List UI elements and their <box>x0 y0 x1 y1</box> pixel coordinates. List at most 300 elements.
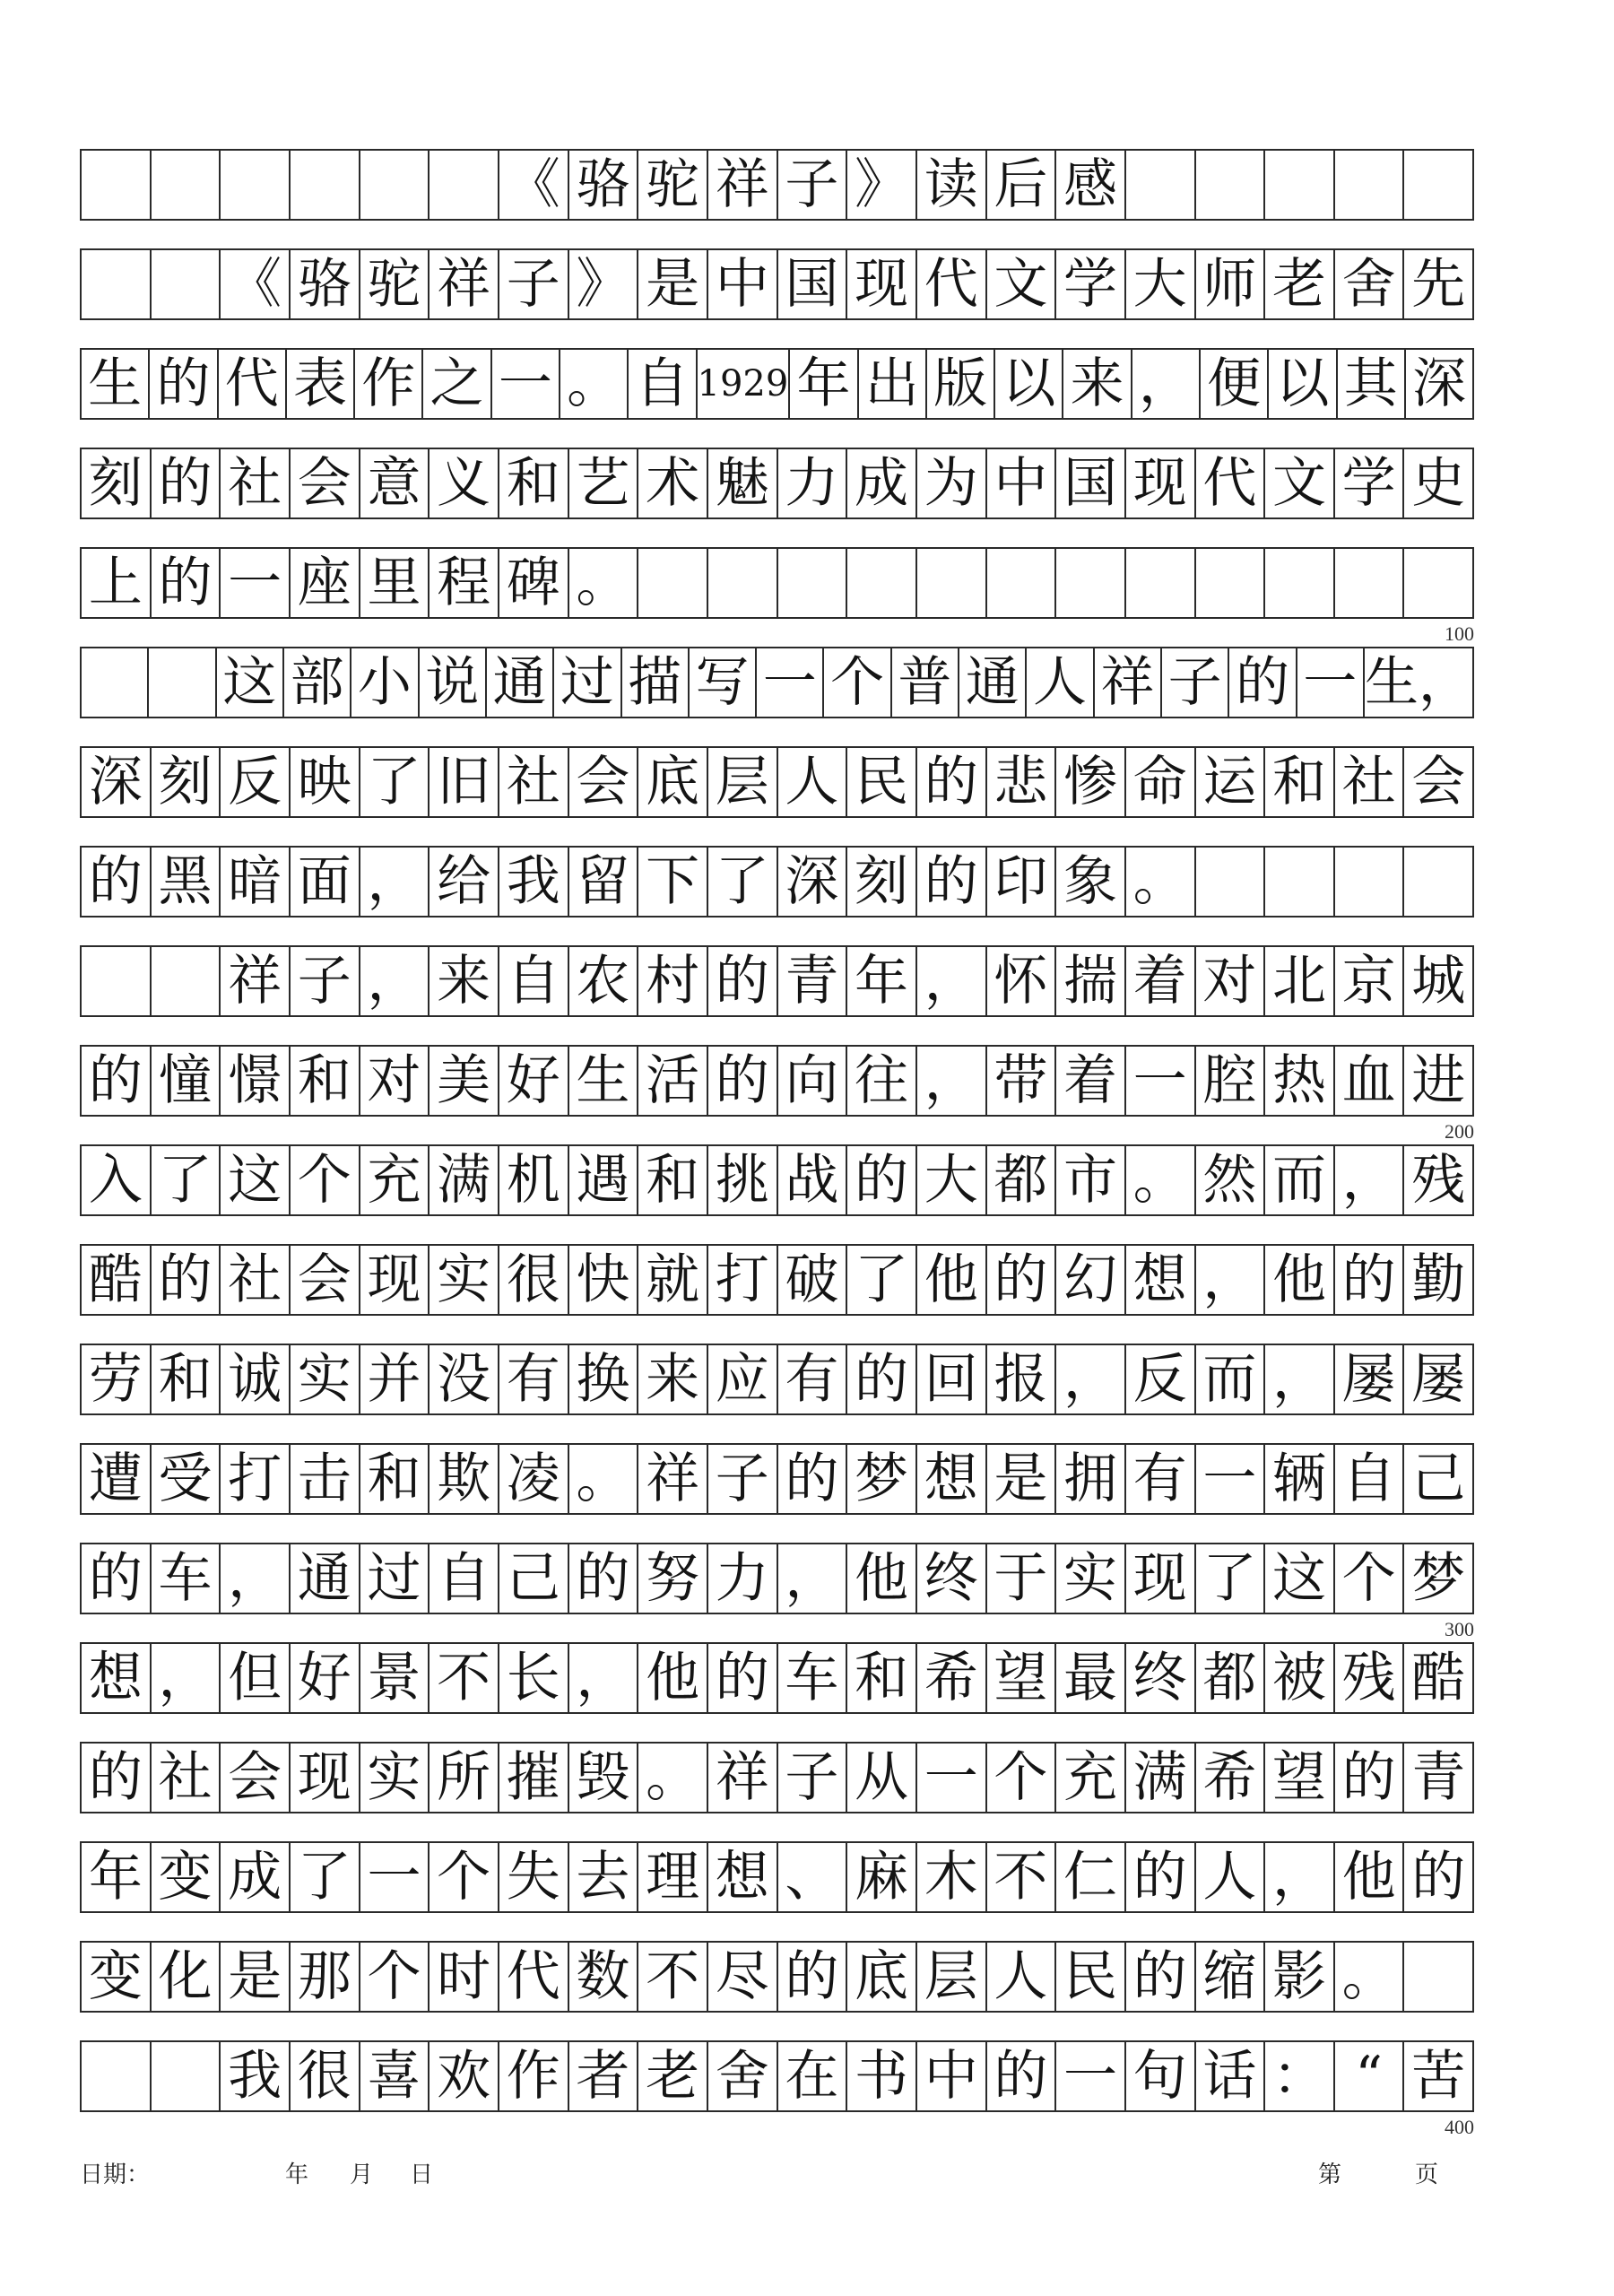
grid-cell: 了 <box>708 848 778 916</box>
footer-page-suffix: 页 <box>1415 2161 1439 2188</box>
grid-cell: 实 <box>1056 1544 1126 1613</box>
grid-cell: 都 <box>987 1146 1057 1214</box>
grid-cell: 人 <box>778 748 848 816</box>
grid-cell: 底 <box>847 1943 917 2011</box>
grid-cell: “ <box>1335 2042 1405 2110</box>
grid-cell: 个 <box>430 1843 499 1911</box>
grid-row <box>80 846 1474 918</box>
title-row <box>80 149 1474 221</box>
grid-cell: 的 <box>152 449 221 517</box>
grid-cell: 于 <box>987 1544 1057 1613</box>
grid-cell: 实 <box>291 1345 360 1413</box>
grid-cell: 说 <box>420 648 487 717</box>
grid-cell: 仁 <box>1056 1843 1126 1911</box>
grid-cell: 希 <box>917 1644 987 1712</box>
grid-cell: 骆 <box>569 151 639 219</box>
grid-cell: 的 <box>987 2042 1057 2110</box>
grid-row <box>80 945 1474 1017</box>
grid-cell: 句 <box>1126 2042 1196 2110</box>
grid-cell: 屡 <box>1404 1345 1474 1413</box>
grid-cell: 写 <box>690 648 757 717</box>
grid-cell: 梦 <box>1404 1544 1474 1613</box>
grid-cell: ， <box>569 1644 639 1712</box>
grid-cell: 己 <box>499 1544 569 1613</box>
grid-cell: 祥 <box>708 151 778 219</box>
grid-cell: 史 <box>1404 449 1474 517</box>
grid-cell: 碑 <box>499 549 569 617</box>
grid-cell <box>1196 549 1266 617</box>
grid-cell <box>80 2042 152 2110</box>
grid-cell: 暗 <box>221 848 291 916</box>
grid-cell: 印 <box>987 848 1057 916</box>
grid-cell: 的 <box>1335 1246 1405 1314</box>
grid-cell: 骆 <box>291 250 360 318</box>
grid-cell: 层 <box>708 748 778 816</box>
grid-cell: 通 <box>291 1544 360 1613</box>
grid-cell: 勤 <box>1404 1246 1474 1314</box>
grid-cell: 的 <box>917 848 987 916</box>
grid-cell: ， <box>360 947 430 1015</box>
grid-cell: 代 <box>499 1943 569 2011</box>
footer-page-prefix: 第 <box>1318 2161 1342 2188</box>
grid-cell: 术 <box>638 449 708 517</box>
grid-cell: 会 <box>1404 748 1474 816</box>
grid-cell: 的 <box>80 848 152 916</box>
grid-cell: 中 <box>917 2042 987 2110</box>
grid-cell: 被 <box>1265 1644 1335 1712</box>
grid-cell: 里 <box>360 549 430 617</box>
grid-cell: 村 <box>638 947 708 1015</box>
word-count-mark: 300 <box>1445 1618 1474 1640</box>
grid-cell: ， <box>1265 1843 1335 1911</box>
grid-cell: 成 <box>847 449 917 517</box>
grid-cell: 老 <box>1265 250 1335 318</box>
grid-cell: 代 <box>219 350 287 418</box>
grid-cell: 驼 <box>360 250 430 318</box>
grid-cell: 和 <box>152 1345 221 1413</box>
grid-cell: 景 <box>360 1644 430 1712</box>
grid-cell: 黑 <box>152 848 221 916</box>
grid-cell: 的 <box>917 748 987 816</box>
grid-row <box>80 746 1474 818</box>
grid-cell: 他 <box>638 1644 708 1712</box>
grid-cell: 子 <box>291 947 360 1015</box>
grid-cell: 先 <box>1404 250 1474 318</box>
grid-cell: 酷 <box>80 1246 152 1314</box>
grid-cell: 都 <box>1196 1644 1266 1712</box>
grid-cell <box>1196 848 1266 916</box>
grid-cell: 出 <box>859 350 927 418</box>
grid-cell: 挑 <box>708 1146 778 1214</box>
grid-cell: 子 <box>778 151 848 219</box>
grid-cell: 社 <box>221 1246 291 1314</box>
grid-cell: 憬 <box>221 1047 291 1115</box>
grid-cell: 血 <box>1335 1047 1405 1115</box>
grid-cell: 个 <box>291 1146 360 1214</box>
grid-cell: ， <box>1196 1246 1266 1314</box>
grid-cell: 而 <box>1265 1146 1335 1214</box>
grid-cell: 一 <box>1056 2042 1126 2110</box>
grid-cell: 。 <box>569 1445 639 1513</box>
grid-cell: 了 <box>152 1146 221 1214</box>
grid-cell: 艺 <box>569 449 639 517</box>
grid-cell: 的 <box>1126 1843 1196 1911</box>
grid-cell: 深 <box>778 848 848 916</box>
grid-cell: 理 <box>638 1843 708 1911</box>
grid-cell: 自 <box>629 350 697 418</box>
grid-cell: 子 <box>708 1445 778 1513</box>
grid-cell: 化 <box>152 1943 221 2011</box>
grid-cell: 力 <box>708 1544 778 1613</box>
grid-cell: 的 <box>80 1544 152 1613</box>
grid-cell: 打 <box>708 1246 778 1314</box>
grid-cell: 往 <box>847 1047 917 1115</box>
grid-cell: 。 <box>1335 1943 1405 2011</box>
grid-row <box>80 248 1474 320</box>
grid-cell: 来 <box>1063 350 1132 418</box>
grid-cell <box>1335 848 1405 916</box>
grid-cell: 驼 <box>638 151 708 219</box>
grid-cell: 和 <box>638 1146 708 1214</box>
grid-cell: ， <box>917 947 987 1015</box>
grid-cell: 这 <box>221 1146 291 1214</box>
grid-cell: 的 <box>569 1544 639 1613</box>
grid-cell: 》 <box>847 151 917 219</box>
grid-cell: 国 <box>778 250 848 318</box>
grid-cell: 子 <box>499 250 569 318</box>
grid-cell: 的 <box>708 1644 778 1712</box>
grid-cell: 的 <box>847 1146 917 1214</box>
grid-cell: 社 <box>152 1744 221 1812</box>
grid-cell: 命 <box>1126 748 1196 816</box>
grid-cell: 魅 <box>708 449 778 517</box>
grid-cell: 自 <box>430 1544 499 1613</box>
grid-cell: 年 <box>80 1843 152 1911</box>
grid-cell: 好 <box>291 1644 360 1712</box>
grid-cell: 生 <box>80 350 150 418</box>
grid-cell: 这 <box>1265 1544 1335 1613</box>
grid-cell: 人 <box>1196 1843 1266 1911</box>
grid-cell: 机 <box>499 1146 569 1214</box>
grid-cell: 》 <box>569 250 639 318</box>
grid-cell: ， <box>1132 350 1201 418</box>
grid-cell: 祥 <box>1095 648 1162 717</box>
grid-cell: 喜 <box>360 2042 430 2110</box>
grid-cell: 。 <box>560 350 629 418</box>
grid-cell: 上 <box>80 549 152 617</box>
footer-year-label: 年 <box>285 2161 309 2188</box>
grid-cell: 长 <box>499 1644 569 1712</box>
grid-cell: 北 <box>1265 947 1335 1015</box>
grid-cell: 带 <box>987 1047 1057 1115</box>
grid-cell: 实 <box>430 1246 499 1314</box>
grid-cell <box>1196 151 1266 219</box>
grid-cell: 会 <box>569 748 639 816</box>
grid-cell: 所 <box>430 1744 499 1812</box>
grid-cell: 中 <box>987 449 1057 517</box>
grid-cell: 深 <box>1406 350 1474 418</box>
grid-cell: 对 <box>360 1047 430 1115</box>
grid-cell: 的 <box>1335 1744 1405 1812</box>
grid-cell: ， <box>360 848 430 916</box>
grid-cell: 部 <box>284 648 351 717</box>
grid-row <box>80 1045 1474 1117</box>
grid-cell <box>221 151 291 219</box>
grid-cell: 个 <box>1335 1544 1405 1613</box>
grid-cell: 后 <box>987 151 1057 219</box>
grid-cell: 有 <box>1126 1445 1196 1513</box>
grid-cell: 一 <box>917 1744 987 1812</box>
grid-row <box>80 1543 1474 1614</box>
grid-cell: 很 <box>499 1246 569 1314</box>
grid-cell <box>1404 848 1474 916</box>
grid-cell <box>1265 549 1335 617</box>
grid-cell: 诚 <box>221 1345 291 1413</box>
grid-cell: 报 <box>987 1345 1057 1413</box>
grid-cell: 文 <box>987 250 1057 318</box>
grid-cell: 普 <box>892 648 959 717</box>
grid-cell: 《 <box>499 151 569 219</box>
grid-cell: 想 <box>708 1843 778 1911</box>
grid-cell: ， <box>152 1644 221 1712</box>
grid-cell: 的 <box>778 1943 848 2011</box>
grid-cell: 美 <box>430 1047 499 1115</box>
footer-month-label: 月 <box>350 2161 374 2188</box>
grid-cell: 力 <box>778 449 848 517</box>
grid-cell: 来 <box>638 1345 708 1413</box>
grid-cell: 的 <box>152 1246 221 1314</box>
grid-cell: 一 <box>757 648 824 717</box>
grid-row <box>80 1443 1474 1515</box>
grid-cell: 祥 <box>708 1744 778 1812</box>
grid-cell: 现 <box>847 250 917 318</box>
grid-cell: 运 <box>1196 748 1266 816</box>
grid-cell: 和 <box>847 1644 917 1712</box>
grid-cell: 并 <box>360 1345 430 1413</box>
grid-cell: 一 <box>1297 648 1365 717</box>
grid-cell: 望 <box>1265 1744 1335 1812</box>
grid-cell: 的 <box>152 549 221 617</box>
grid-cell: 有 <box>778 1345 848 1413</box>
grid-cell: 这 <box>217 648 284 717</box>
grid-cell <box>360 151 430 219</box>
grid-cell: 一 <box>221 549 291 617</box>
grid-cell: 回 <box>917 1345 987 1413</box>
grid-cell: 祥 <box>430 250 499 318</box>
grid-cell: 座 <box>291 549 360 617</box>
grid-cell: 换 <box>569 1345 639 1413</box>
grid-cell: 好 <box>499 1047 569 1115</box>
grid-cell: 凌 <box>499 1445 569 1513</box>
grid-cell: 以 <box>1269 350 1337 418</box>
grid-cell: 他 <box>1335 1843 1405 1911</box>
grid-cell: 快 <box>569 1246 639 1314</box>
grid-cell <box>987 549 1057 617</box>
grid-row <box>80 647 1474 718</box>
grid-cell <box>1126 549 1196 617</box>
grid-cell: 。 <box>1126 848 1196 916</box>
grid-cell: 旧 <box>430 748 499 816</box>
grid-cell: ， <box>917 1047 987 1115</box>
footer-day-label: 日 <box>410 2161 434 2188</box>
grid-cell <box>708 549 778 617</box>
grid-cell: 代 <box>917 250 987 318</box>
grid-cell: 望 <box>987 1644 1057 1712</box>
grid-cell: 农 <box>569 947 639 1015</box>
grid-cell: 终 <box>917 1544 987 1613</box>
grid-cell: 努 <box>638 1544 708 1613</box>
grid-cell <box>152 947 221 1015</box>
grid-cell: 年 <box>790 350 858 418</box>
grid-cell: 己 <box>1404 1445 1474 1513</box>
grid-cell: 不 <box>638 1943 708 2011</box>
grid-cell: 数 <box>569 1943 639 2011</box>
grid-cell: 面 <box>291 848 360 916</box>
grid-cell: 的 <box>1404 1843 1474 1911</box>
grid-cell: 影 <box>1265 1943 1335 2011</box>
grid-cell: 的 <box>150 350 218 418</box>
grid-row <box>80 1244 1474 1316</box>
grid-cell: 之 <box>423 350 491 418</box>
grid-cell: 充 <box>360 1146 430 1214</box>
grid-cell: 战 <box>778 1146 848 1214</box>
grid-cell: 个 <box>824 648 891 717</box>
grid-cell: 感 <box>1056 151 1126 219</box>
grid-cell: 从 <box>847 1744 917 1812</box>
grid-cell: 遭 <box>80 1445 152 1513</box>
grid-cell: ， <box>1335 1146 1405 1214</box>
grid-cell: 民 <box>847 748 917 816</box>
grid-cell: 车 <box>152 1544 221 1613</box>
grid-cell: 和 <box>291 1047 360 1115</box>
grid-cell: 憧 <box>152 1047 221 1115</box>
grid-cell: 象 <box>1056 848 1126 916</box>
grid-cell: 屡 <box>1335 1345 1405 1413</box>
grid-cell: 祥 <box>221 947 291 1015</box>
grid-cell: 下 <box>638 848 708 916</box>
grid-cell: 不 <box>987 1843 1057 1911</box>
grid-cell: 的 <box>80 1047 152 1115</box>
grid-row <box>80 1344 1474 1415</box>
grid-cell: 作 <box>499 2042 569 2110</box>
grid-cell: 市 <box>1056 1146 1126 1214</box>
grid-cell: 刻 <box>152 748 221 816</box>
grid-cell: 个 <box>360 1943 430 2011</box>
grid-cell: 满 <box>430 1146 499 1214</box>
grid-cell: 通 <box>487 648 554 717</box>
grid-cell: 为 <box>917 449 987 517</box>
grid-cell: 想 <box>1126 1246 1196 1314</box>
grid-cell: 木 <box>917 1843 987 1911</box>
grid-cell: 民 <box>1056 1943 1126 2011</box>
grid-cell: 人 <box>1027 648 1094 717</box>
grid-cell: 年 <box>847 947 917 1015</box>
grid-cell: 去 <box>569 1843 639 1911</box>
grid-cell: 了 <box>1196 1544 1266 1613</box>
grid-cell: ， <box>1056 1345 1126 1413</box>
grid-cell <box>1404 1943 1474 2011</box>
grid-cell: 实 <box>360 1744 430 1812</box>
grid-cell: 老 <box>638 2042 708 2110</box>
grid-cell: 和 <box>360 1445 430 1513</box>
grid-cell: 希 <box>1196 1744 1266 1812</box>
grid-cell: 代 <box>1196 449 1266 517</box>
grid-cell: 惨 <box>1056 748 1126 816</box>
grid-cell: 深 <box>80 748 152 816</box>
grid-cell <box>152 2042 221 2110</box>
grid-cell: 以 <box>995 350 1063 418</box>
grid-cell: 是 <box>987 1445 1057 1513</box>
grid-cell: 1929 <box>698 350 791 418</box>
grid-cell <box>1335 549 1405 617</box>
grid-cell: 不 <box>430 1644 499 1712</box>
grid-cell: 程 <box>430 549 499 617</box>
word-count-mark: 200 <box>1445 1120 1474 1143</box>
grid-cell: 。 <box>569 549 639 617</box>
grid-cell: 劳 <box>80 1345 152 1413</box>
grid-cell: 很 <box>291 2042 360 2110</box>
grid-cell <box>1335 151 1405 219</box>
grid-cell: 刻 <box>80 449 152 517</box>
grid-cell: 通 <box>959 648 1027 717</box>
grid-cell: 酷 <box>1404 1644 1474 1712</box>
grid-cell: 书 <box>847 2042 917 2110</box>
grid-cell: 舍 <box>708 2042 778 2110</box>
grid-cell: 一 <box>360 1843 430 1911</box>
grid-cell: 变 <box>80 1943 152 2011</box>
grid-cell: 会 <box>221 1744 291 1812</box>
grid-cell: 。 <box>638 1744 708 1812</box>
grid-cell: 义 <box>430 449 499 517</box>
grid-row <box>80 547 1474 619</box>
grid-cell <box>847 549 917 617</box>
grid-cell: 应 <box>708 1345 778 1413</box>
grid-cell: 现 <box>291 1744 360 1812</box>
grid-cell: 那 <box>291 1943 360 2011</box>
grid-cell <box>152 151 221 219</box>
grid-cell: 他 <box>847 1544 917 1613</box>
grid-cell: 意 <box>360 449 430 517</box>
grid-cell: 文 <box>1265 449 1335 517</box>
grid-cell: 表 <box>287 350 355 418</box>
grid-cell: 活 <box>638 1047 708 1115</box>
grid-cell: 小 <box>351 648 419 717</box>
grid-cell: 想 <box>917 1445 987 1513</box>
grid-cell: 给 <box>430 848 499 916</box>
grid-cell: 大 <box>1126 250 1196 318</box>
grid-cell: 自 <box>1335 1445 1405 1513</box>
grid-cell: 失 <box>499 1843 569 1911</box>
grid-cell: 京 <box>1335 947 1405 1015</box>
grid-cell <box>430 151 499 219</box>
grid-cell: 版 <box>927 350 995 418</box>
grid-cell: 充 <box>1056 1744 1126 1812</box>
grid-cell: 的 <box>1229 648 1297 717</box>
grid-cell: 我 <box>499 848 569 916</box>
grid-cell: 社 <box>499 748 569 816</box>
grid-cell: 的 <box>987 1246 1057 1314</box>
grid-cell: 但 <box>221 1644 291 1712</box>
grid-cell: 其 <box>1338 350 1406 418</box>
grid-cell: ， <box>1265 1345 1335 1413</box>
grid-cell: 祥 <box>638 1445 708 1513</box>
grid-cell: 最 <box>1056 1644 1126 1712</box>
grid-cell: 毁 <box>569 1744 639 1812</box>
grid-cell: 的 <box>80 1744 152 1812</box>
grid-cell <box>1265 848 1335 916</box>
grid-cell: 层 <box>917 1943 987 2011</box>
grid-cell: 着 <box>1126 947 1196 1015</box>
